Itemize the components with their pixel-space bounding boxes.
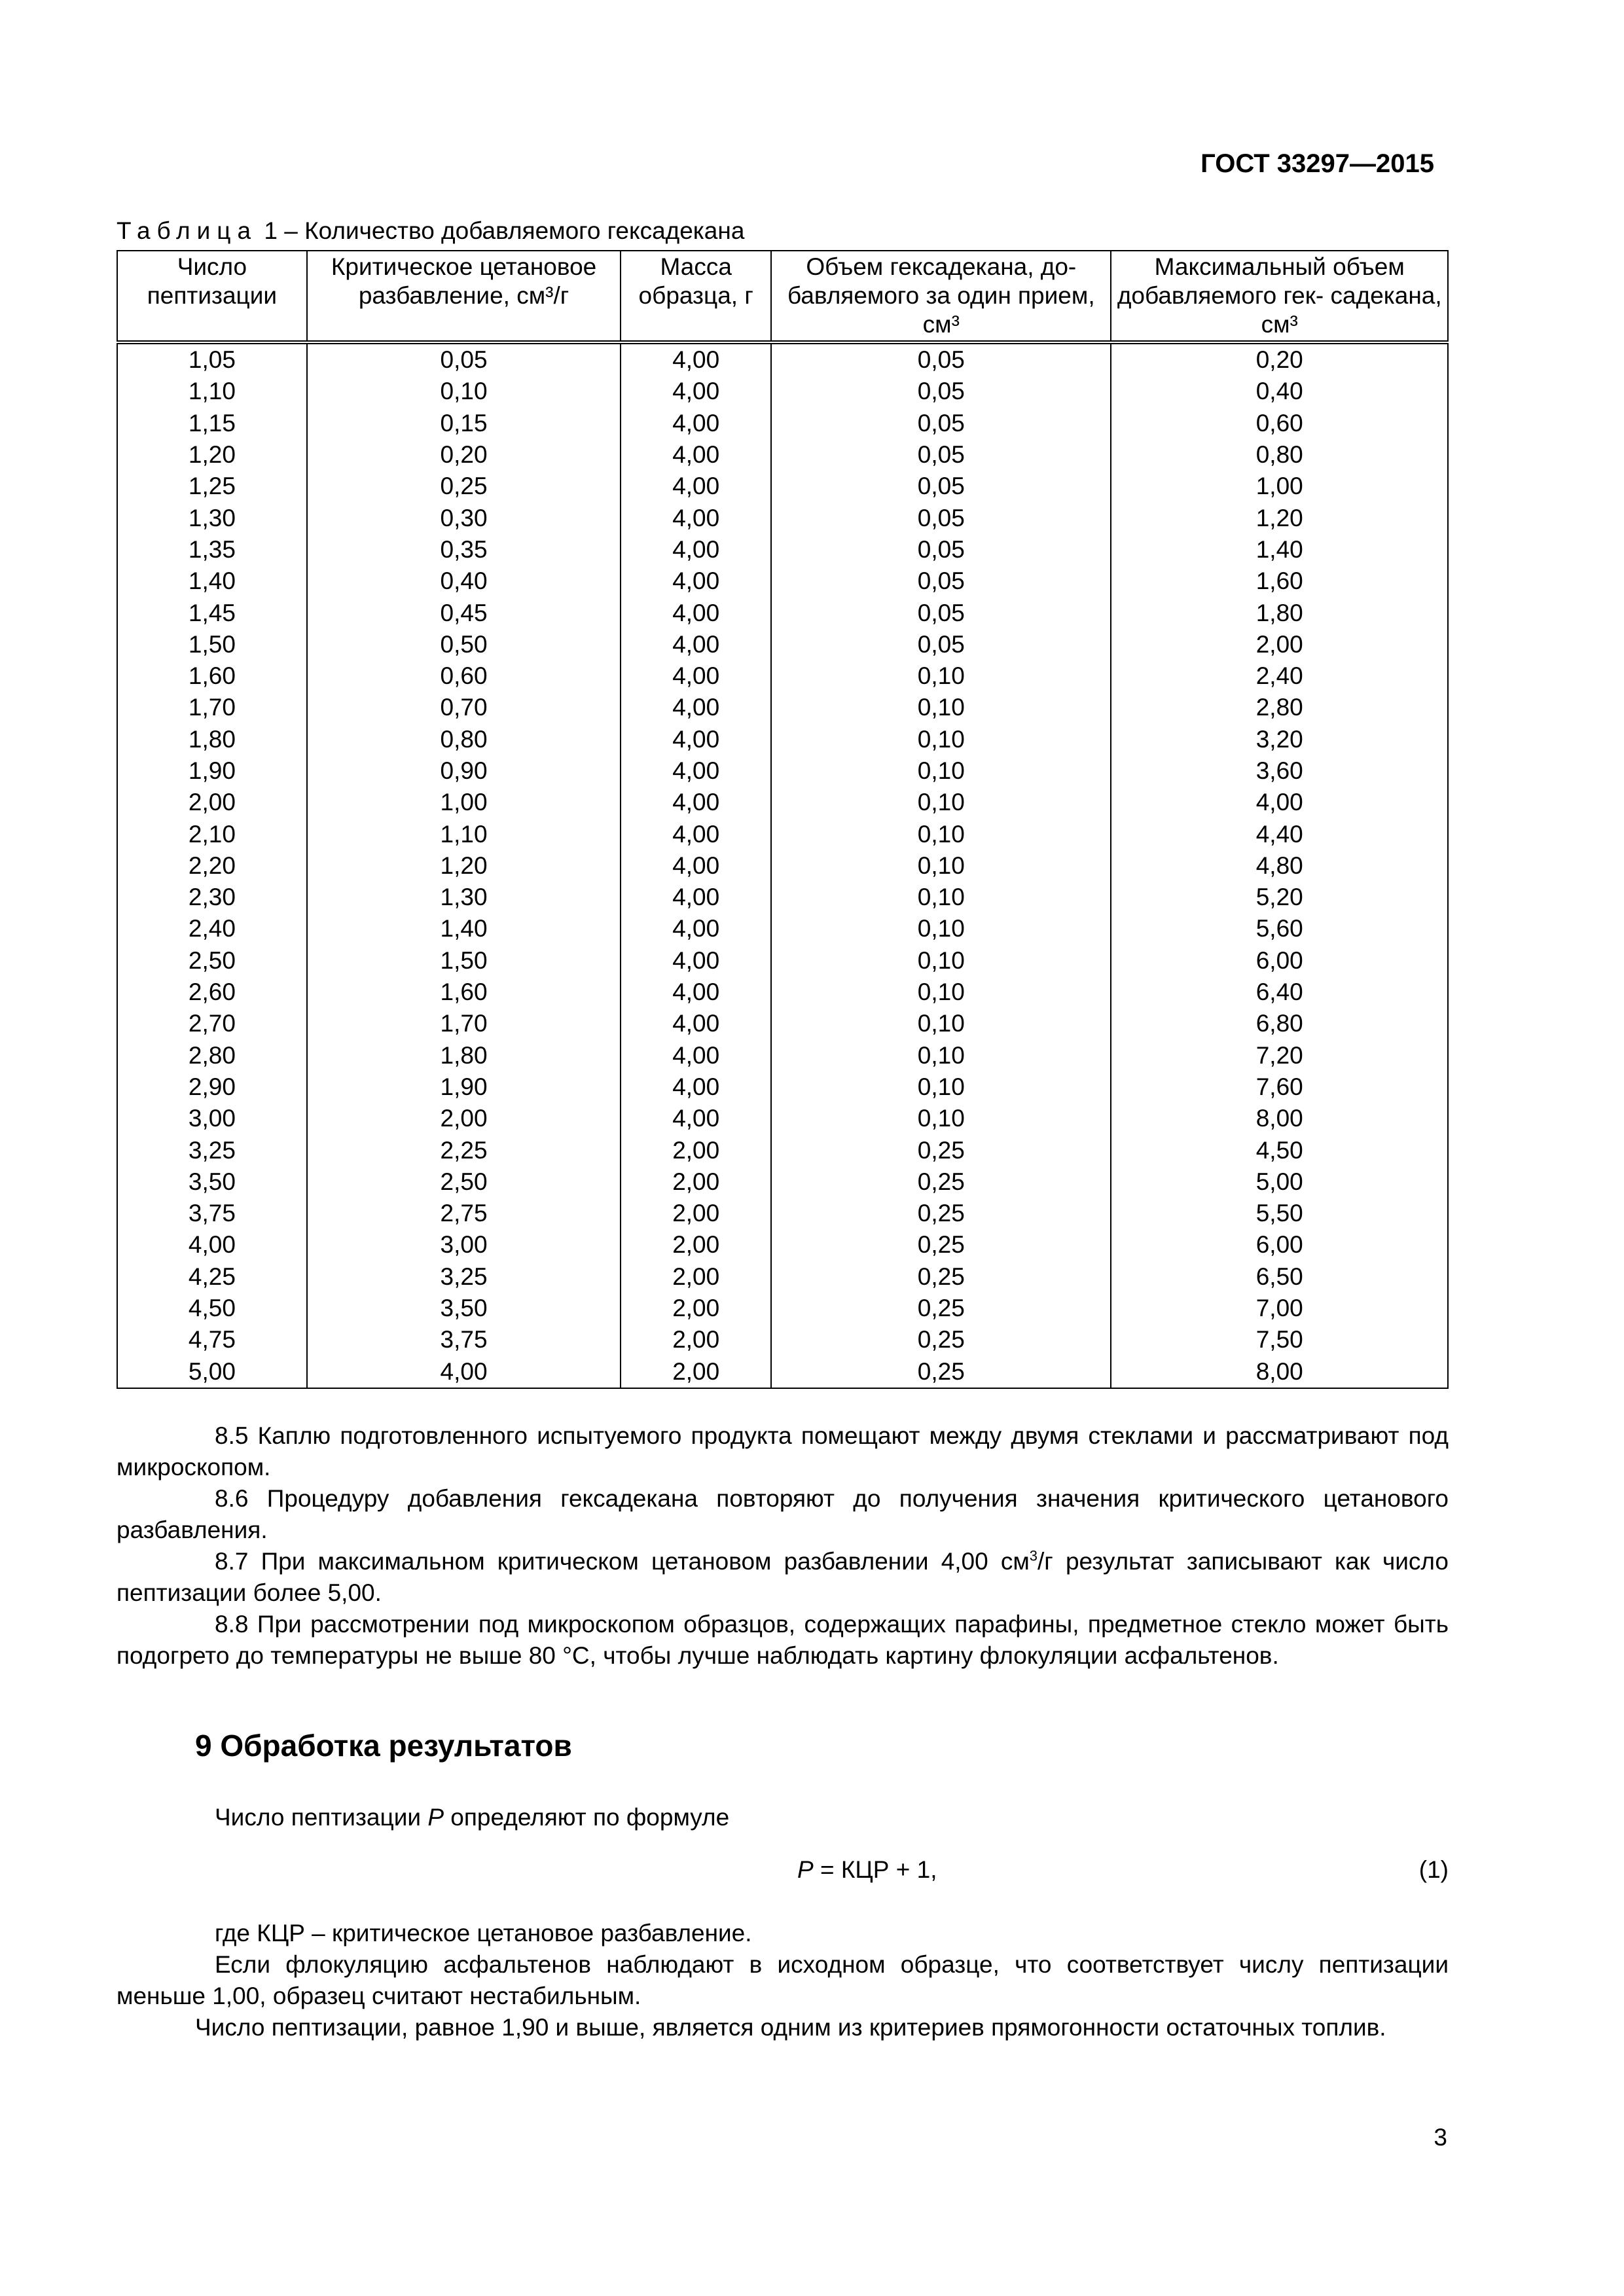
table-cell: 3,00 bbox=[307, 1229, 621, 1261]
table-cell: 1,60 bbox=[307, 977, 621, 1008]
table-cell: 4,80 bbox=[1111, 850, 1448, 882]
table-cell: 0,50 bbox=[307, 629, 621, 660]
table-row bbox=[117, 1261, 1448, 1293]
table-cell: 1,50 bbox=[307, 945, 621, 977]
table-cell: 0,05 bbox=[307, 342, 621, 376]
table-caption-word: Таблица bbox=[117, 217, 258, 244]
paragraph-9-2: Число пептизации, равное 1,90 и выше, является одним из критериев прямогонности остаточных топлив. bbox=[195, 2014, 1386, 2041]
table-cell: 4,00 bbox=[621, 376, 771, 407]
table-cell: 2,00 bbox=[621, 1198, 771, 1229]
table-row bbox=[117, 471, 1448, 502]
table-row bbox=[117, 342, 1448, 376]
formula-variable: P bbox=[427, 1804, 444, 1831]
table-row bbox=[117, 565, 1448, 597]
table-cell: 0,10 bbox=[771, 977, 1111, 1008]
table-cell: 0,80 bbox=[1111, 439, 1448, 471]
table-cell: 0,05 bbox=[771, 471, 1111, 502]
table-cell: 1,20 bbox=[1111, 502, 1448, 533]
table-cell: 4,00 bbox=[621, 471, 771, 502]
table-cell: 4,00 bbox=[621, 629, 771, 660]
table-cell: 0,20 bbox=[1111, 342, 1448, 376]
table-cell: 2,75 bbox=[307, 1198, 621, 1229]
table-cell: 5,00 bbox=[117, 1356, 307, 1388]
table-cell: 1,70 bbox=[117, 692, 307, 723]
table-row bbox=[117, 376, 1448, 407]
table-cell: 0,90 bbox=[307, 755, 621, 787]
table-cell: 4,00 bbox=[621, 882, 771, 913]
table-cell: 0,10 bbox=[771, 660, 1111, 692]
table-cell: 1,10 bbox=[307, 818, 621, 850]
table-cell: 7,50 bbox=[1111, 1324, 1448, 1355]
table-cell: 0,20 bbox=[307, 439, 621, 471]
table-cell: 3,25 bbox=[117, 1134, 307, 1166]
table-cell: 0,25 bbox=[307, 471, 621, 502]
paragraph-8-8: 8.8 При рассмотрении под микроскопом образцов, содержащих парафины, предметное стекло может быть подогрето до температуры не выше 80 °С, чтобы лучше наблюдать картину флокуляции асфальтенов. bbox=[117, 1611, 1449, 1669]
table-cell: 0,05 bbox=[771, 534, 1111, 565]
table-cell: 7,60 bbox=[1111, 1071, 1448, 1103]
table-cell: 0,05 bbox=[771, 565, 1111, 597]
table-cell: 7,20 bbox=[1111, 1040, 1448, 1071]
paragraph-8-5: 8.5 Каплю подготовленного испытуемого продукта помещают между двумя стеклами и рассматривают под микроскопом. bbox=[117, 1422, 1449, 1480]
table-cell: 8,00 bbox=[1111, 1356, 1448, 1388]
table-row bbox=[117, 945, 1448, 977]
table-cell: 2,00 bbox=[621, 1229, 771, 1261]
paragraph-8-7-text-start: 8.7 При максимальном критическом цетановом разбавлении 4,00 см bbox=[215, 1548, 1030, 1575]
table-cell: 5,20 bbox=[1111, 882, 1448, 913]
table-cell: 4,00 bbox=[117, 1229, 307, 1261]
table-cell: 4,00 bbox=[621, 502, 771, 533]
table-cell: 6,40 bbox=[1111, 977, 1448, 1008]
table-cell: 1,40 bbox=[1111, 534, 1448, 565]
table-cell: 4,00 bbox=[621, 439, 771, 471]
table-cell: 1,05 bbox=[117, 342, 307, 376]
table-cell: 4,50 bbox=[117, 1293, 307, 1324]
table-row bbox=[117, 692, 1448, 723]
table-cell: 0,05 bbox=[771, 408, 1111, 439]
table-caption bbox=[117, 217, 744, 245]
section-9-paragraphs bbox=[117, 1918, 1449, 2043]
table-cell: 4,00 bbox=[621, 342, 771, 376]
table-cell: 0,10 bbox=[771, 1008, 1111, 1039]
table-cell: 0,10 bbox=[771, 724, 1111, 755]
table-cell: 4,50 bbox=[1111, 1134, 1448, 1166]
table-row bbox=[117, 913, 1448, 944]
table-cell: 4,00 bbox=[307, 1356, 621, 1388]
table-cell: 1,00 bbox=[307, 787, 621, 818]
table-cell: 0,10 bbox=[307, 376, 621, 407]
table-cell: 2,20 bbox=[117, 850, 307, 882]
table-row bbox=[117, 1040, 1448, 1071]
formula-number: (1) bbox=[1418, 1856, 1449, 1883]
table-cell: 1,70 bbox=[307, 1008, 621, 1039]
table-cell: 0,10 bbox=[771, 850, 1111, 882]
table-row bbox=[117, 660, 1448, 692]
formula-where: где КЦР – критическое цетановое разбавление. bbox=[215, 1920, 752, 1946]
section-8-paragraphs bbox=[117, 1420, 1449, 1672]
table-cell: 0,25 bbox=[771, 1134, 1111, 1166]
formula bbox=[797, 1856, 937, 1884]
table-cell: 5,60 bbox=[1111, 913, 1448, 944]
table-cell: 1,35 bbox=[117, 534, 307, 565]
table-cell: 0,25 bbox=[771, 1356, 1111, 1388]
table-cell: 4,00 bbox=[621, 1008, 771, 1039]
table-cell: 0,10 bbox=[771, 945, 1111, 977]
table-row bbox=[117, 1103, 1448, 1134]
table-cell: 4,00 bbox=[621, 534, 771, 565]
formula-intro-text: Число пептизации bbox=[215, 1804, 428, 1831]
table-row bbox=[117, 1071, 1448, 1103]
table-cell: 0,10 bbox=[771, 692, 1111, 723]
table-cell: 4,25 bbox=[117, 1261, 307, 1293]
table-cell: 4,40 bbox=[1111, 818, 1448, 850]
section-9-title: 9 Обработка результатов bbox=[195, 1729, 572, 1763]
column-header: Критическое цетановое разбавление, см³/г bbox=[307, 251, 621, 342]
table-cell: 2,00 bbox=[621, 1293, 771, 1324]
table-cell: 2,90 bbox=[117, 1071, 307, 1103]
table-cell: 0,10 bbox=[771, 913, 1111, 944]
table-row bbox=[117, 818, 1448, 850]
table-cell: 5,00 bbox=[1111, 1166, 1448, 1198]
table-row bbox=[117, 787, 1448, 818]
column-header: Число пептизации bbox=[117, 251, 307, 342]
formula-intro-end: определяют по формуле bbox=[444, 1804, 730, 1831]
table-cell: 3,00 bbox=[117, 1103, 307, 1134]
table-cell: 4,00 bbox=[621, 818, 771, 850]
table-cell: 1,00 bbox=[1111, 471, 1448, 502]
table-cell: 2,40 bbox=[1111, 660, 1448, 692]
table-row bbox=[117, 1166, 1448, 1198]
table-cell: 1,30 bbox=[117, 502, 307, 533]
table-cell: 0,35 bbox=[307, 534, 621, 565]
table-row bbox=[117, 534, 1448, 565]
table-cell: 0,05 bbox=[771, 342, 1111, 376]
table-row bbox=[117, 882, 1448, 913]
table-cell: 2,00 bbox=[1111, 629, 1448, 660]
table-cell: 1,60 bbox=[117, 660, 307, 692]
table-cell: 6,00 bbox=[1111, 945, 1448, 977]
table-cell: 5,50 bbox=[1111, 1198, 1448, 1229]
table-row bbox=[117, 1356, 1448, 1388]
table-cell: 4,00 bbox=[621, 850, 771, 882]
table-cell: 2,80 bbox=[1111, 692, 1448, 723]
table-cell: 4,00 bbox=[621, 597, 771, 628]
table-cell: 0,25 bbox=[771, 1261, 1111, 1293]
table-cell: 0,10 bbox=[771, 1071, 1111, 1103]
table-cell: 4,00 bbox=[621, 977, 771, 1008]
table-cell: 2,00 bbox=[621, 1134, 771, 1166]
table-cell: 0,60 bbox=[307, 660, 621, 692]
table-cell: 0,25 bbox=[771, 1324, 1111, 1355]
document-header: ГОСТ 33297—2015 bbox=[1200, 149, 1434, 178]
paragraph-8-7 bbox=[117, 1546, 1449, 1609]
table-cell: 0,70 bbox=[307, 692, 621, 723]
table-cell: 0,05 bbox=[771, 502, 1111, 533]
table-cell: 2,70 bbox=[117, 1008, 307, 1039]
table-row bbox=[117, 439, 1448, 471]
table-cell: 4,75 bbox=[117, 1324, 307, 1355]
table-caption-number: 1 bbox=[264, 217, 278, 244]
column-header: Масса образца, г bbox=[621, 251, 771, 342]
table-cell: 3,60 bbox=[1111, 755, 1448, 787]
table-cell: 4,00 bbox=[621, 1071, 771, 1103]
table-cell: 1,40 bbox=[117, 565, 307, 597]
table-row bbox=[117, 1134, 1448, 1166]
table-cell: 0,40 bbox=[307, 565, 621, 597]
table-row bbox=[117, 629, 1448, 660]
table-row bbox=[117, 850, 1448, 882]
table-cell: 1,45 bbox=[117, 597, 307, 628]
formula-intro bbox=[117, 1802, 1449, 1833]
table-cell: 0,10 bbox=[771, 882, 1111, 913]
table-cell: 1,90 bbox=[117, 755, 307, 787]
table-cell: 4,00 bbox=[621, 724, 771, 755]
table-cell: 8,00 bbox=[1111, 1103, 1448, 1134]
table-cell: 0,30 bbox=[307, 502, 621, 533]
table-row bbox=[117, 1008, 1448, 1039]
table-cell: 0,05 bbox=[771, 439, 1111, 471]
table-cell: 0,10 bbox=[771, 1103, 1111, 1134]
table-cell: 4,00 bbox=[621, 1103, 771, 1134]
table-cell: 3,50 bbox=[117, 1166, 307, 1198]
table-cell: 1,90 bbox=[307, 1071, 621, 1103]
table-cell: 1,60 bbox=[1111, 565, 1448, 597]
table-cell: 0,60 bbox=[1111, 408, 1448, 439]
column-header: Объем гексадекана, до- бавляемого за один прием, см³ bbox=[771, 251, 1111, 342]
table-cell: 3,20 bbox=[1111, 724, 1448, 755]
table-cell: 2,00 bbox=[307, 1103, 621, 1134]
table-cell: 0,10 bbox=[771, 787, 1111, 818]
table-row bbox=[117, 1229, 1448, 1261]
table-cell: 2,60 bbox=[117, 977, 307, 1008]
table-cell: 0,25 bbox=[771, 1293, 1111, 1324]
table-cell: 0,10 bbox=[771, 1040, 1111, 1071]
table-cell: 1,10 bbox=[117, 376, 307, 407]
paragraph-8-6: 8.6 Процедуру добавления гексадекана повторяют до получения значения критического цетанового разбавления. bbox=[117, 1485, 1449, 1543]
table-cell: 1,80 bbox=[307, 1040, 621, 1071]
table-caption-text: – Количество добавляемого гексадекана bbox=[277, 217, 745, 244]
table-row bbox=[117, 1293, 1448, 1324]
table-cell: 2,00 bbox=[621, 1356, 771, 1388]
table-cell: 1,20 bbox=[307, 850, 621, 882]
table-row bbox=[117, 1198, 1448, 1229]
table-cell: 2,25 bbox=[307, 1134, 621, 1166]
column-header: Максимальный объем добавляемого гек- садекана, см³ bbox=[1111, 251, 1448, 342]
table-cell: 3,75 bbox=[117, 1198, 307, 1229]
table-cell: 4,00 bbox=[621, 787, 771, 818]
table-cell: 4,00 bbox=[621, 755, 771, 787]
table-cell: 4,00 bbox=[621, 408, 771, 439]
superscript: 3 bbox=[1029, 1547, 1038, 1564]
table-cell: 0,80 bbox=[307, 724, 621, 755]
table-row bbox=[117, 724, 1448, 755]
table-cell: 0,40 bbox=[1111, 376, 1448, 407]
table-cell: 4,00 bbox=[621, 565, 771, 597]
table-cell: 2,00 bbox=[621, 1166, 771, 1198]
table-cell: 4,00 bbox=[621, 945, 771, 977]
table-row bbox=[117, 597, 1448, 628]
table-cell: 2,50 bbox=[117, 945, 307, 977]
table-cell: 6,00 bbox=[1111, 1229, 1448, 1261]
table-cell: 1,30 bbox=[307, 882, 621, 913]
table-cell: 2,00 bbox=[117, 787, 307, 818]
table-cell: 4,00 bbox=[621, 660, 771, 692]
page-number: 3 bbox=[1434, 2124, 1447, 2151]
table-cell: 0,25 bbox=[771, 1229, 1111, 1261]
hexadecane-table bbox=[117, 250, 1449, 1389]
table-cell: 7,00 bbox=[1111, 1293, 1448, 1324]
table-cell: 3,75 bbox=[307, 1324, 621, 1355]
table-cell: 6,50 bbox=[1111, 1261, 1448, 1293]
table-cell: 2,80 bbox=[117, 1040, 307, 1071]
table-row bbox=[117, 755, 1448, 787]
table-cell: 0,10 bbox=[771, 755, 1111, 787]
table-cell: 0,05 bbox=[771, 376, 1111, 407]
table-cell: 0,25 bbox=[771, 1198, 1111, 1229]
table-row bbox=[117, 502, 1448, 533]
table-cell: 2,10 bbox=[117, 818, 307, 850]
table-cell: 4,00 bbox=[621, 913, 771, 944]
table-cell: 1,20 bbox=[117, 439, 307, 471]
table-header-row bbox=[117, 251, 1448, 342]
table-cell: 2,00 bbox=[621, 1324, 771, 1355]
paragraph-9-1: Если флокуляцию асфальтенов наблюдают в исходном образце, что соответствует числу пептизации меньше 1,00, образец считают нестабильным. bbox=[117, 1951, 1449, 2009]
table-row bbox=[117, 977, 1448, 1008]
table-cell: 1,40 bbox=[307, 913, 621, 944]
table-cell: 0,05 bbox=[771, 629, 1111, 660]
table-row bbox=[117, 408, 1448, 439]
table-cell: 2,30 bbox=[117, 882, 307, 913]
table-cell: 0,45 bbox=[307, 597, 621, 628]
table-cell: 1,80 bbox=[1111, 597, 1448, 628]
table-cell: 1,80 bbox=[117, 724, 307, 755]
paragraph-8-7-text-end: /г результат записывают как число пептизации более 5,00. bbox=[117, 1548, 1449, 1606]
formula-line bbox=[117, 1856, 1449, 1895]
table-row bbox=[117, 1324, 1448, 1355]
formula-expression: = КЦР + 1, bbox=[813, 1856, 937, 1883]
formula-variable: P bbox=[797, 1856, 814, 1883]
table-body bbox=[117, 342, 1448, 1388]
table-cell: 3,50 bbox=[307, 1293, 621, 1324]
table-cell: 0,25 bbox=[771, 1166, 1111, 1198]
table-cell: 0,10 bbox=[771, 818, 1111, 850]
table-cell: 1,15 bbox=[117, 408, 307, 439]
table-cell: 2,40 bbox=[117, 913, 307, 944]
table-cell: 1,25 bbox=[117, 471, 307, 502]
table-cell: 4,00 bbox=[1111, 787, 1448, 818]
table-cell: 0,05 bbox=[771, 597, 1111, 628]
table-cell: 0,15 bbox=[307, 408, 621, 439]
table-cell: 1,50 bbox=[117, 629, 307, 660]
table-cell: 6,80 bbox=[1111, 1008, 1448, 1039]
table-cell: 2,00 bbox=[621, 1261, 771, 1293]
table-cell: 4,00 bbox=[621, 1040, 771, 1071]
table-cell: 2,50 bbox=[307, 1166, 621, 1198]
table-cell: 4,00 bbox=[621, 692, 771, 723]
table-cell: 3,25 bbox=[307, 1261, 621, 1293]
